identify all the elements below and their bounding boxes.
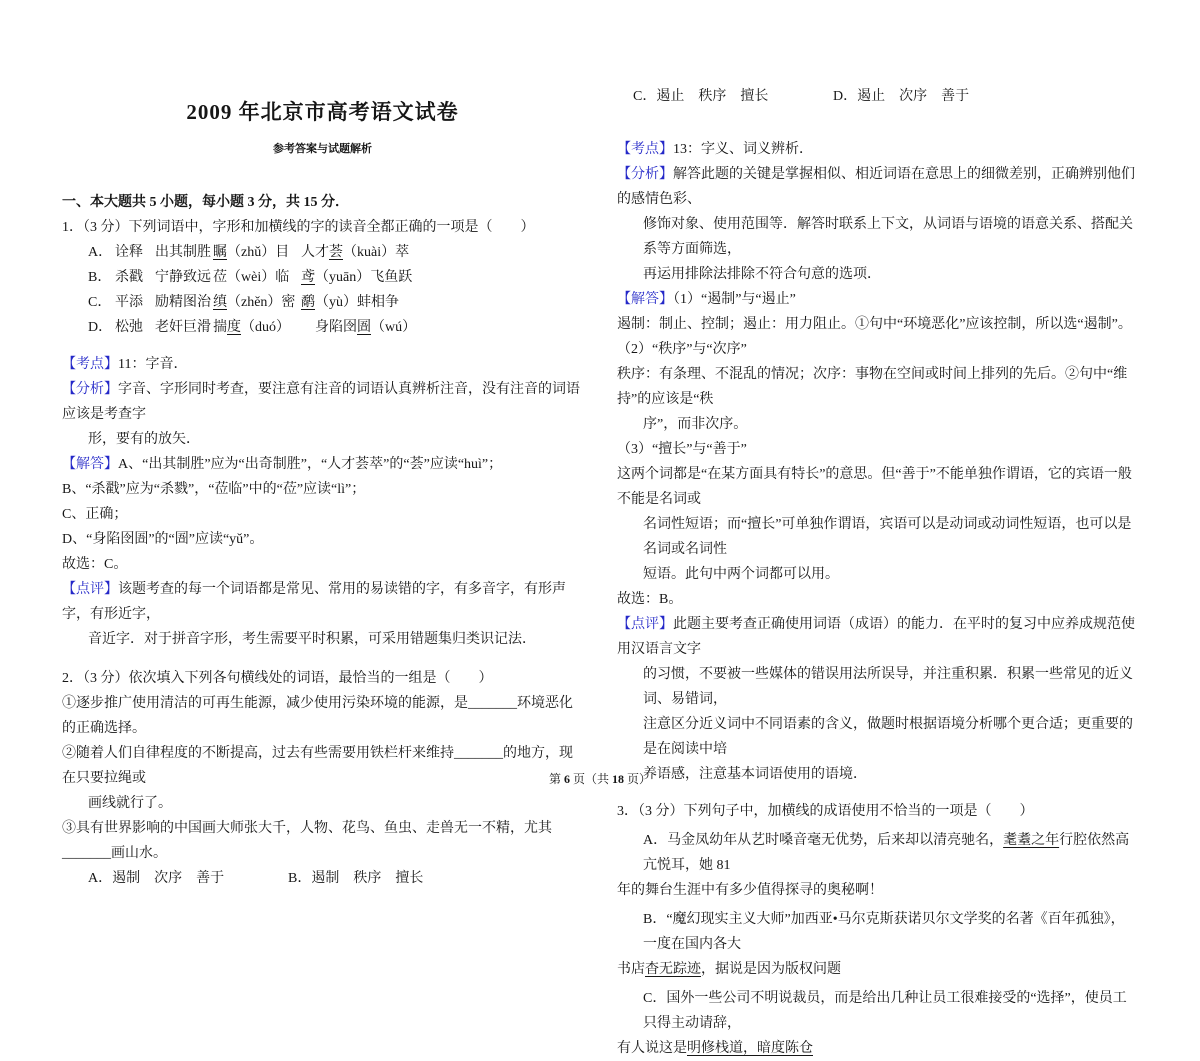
option-cell [115,290,155,315]
text-segment: 11：字音． [118,357,188,372]
section-label: 【解答】 [62,457,118,472]
text-line [617,412,1138,437]
text-segment: 2．（3 分）依次填入下列各句横线处的词语，最恰当的一组是（ ） [62,671,493,686]
text-segment: 有人说这是 [617,1041,687,1056]
underlined-text: 鸢 [301,270,315,285]
text-segment: 养语感，注意基本词语使用的语境． [643,767,867,782]
q1-option-c [62,290,583,315]
footer-total-pages: 18 [612,772,624,786]
text-segment: C、正确； [62,507,128,522]
text-segment: （yù）蚌相争 [315,295,399,310]
text-segment: 3．（3 分）下列句子中，加横线的成语使用不恰当的一项是（ ） [617,804,1034,819]
text-segment: ①逐步推广使用清洁的可再生能源，减少使用污染环境的能源，是_______环境恶化的正确选择。 [62,696,573,736]
q3-option-c [617,986,1138,1036]
text-line [617,337,1138,362]
option-cell [213,265,301,290]
footer-page-number: 6 [563,772,570,786]
text-line [617,957,1138,982]
text-segment: 的习惯，不要被一些媒体的错误用法所误导，并注重积累．积累一些常见的近义词、易错词， [643,667,1133,707]
page-subtitle: 参考答案与试题解析 [273,143,372,155]
q1-option-b [62,265,583,290]
text-segment: B．“魔幻现实主义大师”加西亚•马尔克斯获诺贝尔文学奖的名著《百年孤独》，一度在国内各大 [643,912,1125,952]
text-segment: B． [88,270,112,285]
text-line [62,427,583,452]
right-column-content [617,84,1138,1061]
text-segment: （1）“遏制”与“遏止” [673,292,796,307]
q2-jieda [617,287,1138,312]
text-segment: 莅（wèi）临 [213,270,290,285]
text-segment: A、“出其制胜”应为“出奇制胜”，“人才荟萃”的“荟”应读“huì”； [118,457,503,472]
text-segment: C．遏止 秩序 擅长 [633,89,769,104]
section-label: 【解答】 [617,292,673,307]
text-segment: （zhěn）密 [227,295,296,310]
option-cell [88,290,115,315]
q2-options-ab [62,866,583,891]
underlined-text: 荟 [329,245,343,260]
text-segment: （kuài）萃 [343,245,410,260]
text-segment: 形，要有的放矢． [88,432,200,447]
text-line [62,502,583,527]
option-cell [88,315,115,340]
text-segment: 平添 [115,295,143,310]
text-segment: 画线就行了。 [88,796,172,811]
text-segment: 再运用排除法排除不符合句意的选项． [643,267,881,282]
q3-option-b [617,907,1138,957]
text-segment: D、“身陷囹圄”的“圄”应读“yǔ”。 [62,532,264,547]
text-segment: （3）“擅长”与“善于” [617,442,747,457]
text-segment: B、“杀戳”应为“杀戮”，“莅临”中的“莅”应读“lì”； [62,482,366,497]
section-label: 【点评】 [62,582,118,597]
text-segment: 名词性短语；而“擅长”可单独作谓语，宾语可以是动词或动词性短语，也可以是名词或名词性 [643,517,1132,557]
question-2-stem [62,666,583,691]
section-label: 【分析】 [62,382,118,397]
text-segment: 老奸巨滑 [155,320,211,335]
text-segment: 这两个词都是“在某方面具有特长”的意思。但“善于”不能单独作谓语，它的宾语一般不能是名词或 [617,467,1132,507]
text-line [617,712,1138,762]
text-segment: 字音、字形同时考查，要注意有注音的词语认真辨析注音，没有注音的词语应该是考查字 [62,382,580,422]
text-segment: C．国外一些公司不明说裁员，而是给出几种让员工很难接受的“选择”，使员工只得主动请辞， [643,991,1127,1031]
option-cell [213,290,301,315]
option-cell [155,290,213,315]
text-segment: 序”，而非次序。 [643,417,748,432]
text-segment: ②随着人们自律程度的不断提高，过去有些需要用铁栏杆来维持_______的地方，现在只要拉绳或 [62,746,573,786]
text-line [62,527,583,552]
text-segment: D．遏止 次序 善于 [833,89,970,104]
text-segment: 揣 [213,320,227,335]
q2-dianping [617,612,1138,662]
text-segment: 故选：B。 [617,592,683,607]
q1-option-d [62,315,583,340]
text-segment: （wú） [371,320,417,335]
text-segment: 励精图治 [155,295,211,310]
text-line [62,691,583,741]
section-label: 【考点】 [62,357,118,372]
text-line [62,552,583,577]
question-3-stem [617,799,1138,824]
section-label: 【考点】 [617,142,673,157]
underlined-text: 度 [227,320,241,335]
option-cell [155,315,213,340]
q2-options-cd [617,84,1138,109]
option-cell [115,315,155,340]
text-segment: 音近字．对于拼音字形，考生需要平时积累，可采用错题集归类识记法． [88,632,536,647]
underlined-text: 鹬 [301,295,315,310]
footer-text: 第 [548,772,564,786]
text-line [62,791,583,816]
text-segment: 年的舞台生涯中有多少值得探寻的奥秘啊！ [617,883,883,898]
q3-option-a [617,828,1138,878]
question-1-stem [62,215,583,240]
text-segment: D． [88,320,113,335]
text-line [62,477,583,502]
right-column [617,0,1138,1061]
text-segment: A．马金凤幼年从艺时嗓音毫无优势，后来却以清亮驰名， [643,833,1004,848]
text-segment: （yuān）飞鱼跃 [315,270,413,285]
underlined-text: 瞩 [213,245,227,260]
underlined-text: 杳无踪迹 [645,962,701,977]
option-cell [155,265,213,290]
text-line [617,362,1138,412]
text-segment: 短语。此句中两个词都可以用。 [643,567,839,582]
text-segment: 宁静致远 [155,270,211,285]
text-segment: B．遏制 秩序 擅长 [288,871,424,886]
option-cell [301,265,583,290]
section-heading [62,190,583,215]
text-segment: （duó） [241,320,290,335]
text-segment: 身陷囹 [301,320,357,335]
text-line [617,1036,1138,1061]
text-segment: 该题考查的每一个词语都是常见、常用的易读错的字，有多音字，有形声字，有形近字， [62,582,566,622]
text-segment: 行腔依然高亢悦耳，她 81 [643,833,1130,873]
text-line [617,662,1138,712]
text-line [62,816,583,866]
text-segment: 诠释 [115,245,143,260]
text-line [617,437,1138,462]
text-line [617,562,1138,587]
option-cell [301,290,583,315]
q1-option-a [62,240,583,265]
text-line [617,512,1138,562]
text-segment: 人才 [301,245,329,260]
text-line [617,878,1138,903]
option-cell [213,240,301,265]
q2-kaodian [617,137,1138,162]
option-cell [115,240,155,265]
text-segment: 注意区分近义词中不同语素的含义，做题时根据语境分析哪个更合适；更重要的是在阅读中培 [643,717,1133,757]
underlined-text: 缜 [213,295,227,310]
text-segment: 出其制胜 [155,245,211,260]
text-segment: 杀戳 [115,270,143,285]
option-cell [301,240,583,265]
option-cell [213,315,301,340]
text-segment: 书店 [617,962,645,977]
option-cell [115,265,155,290]
underlined-text: 圄 [357,320,371,335]
text-line [617,462,1138,512]
text-segment: ，据说是因为版权问题 [701,962,841,977]
underlined-text: 明修栈道，暗度陈仓 [687,1041,813,1056]
footer-text: 页（共 [569,772,612,786]
text-segment: 故选：C。 [62,557,128,572]
text-line [62,627,583,652]
text-segment: 1．（3 分）下列词语中，字形和加横线的字的读音全都正确的一项是（ ） [62,220,535,235]
text-segment: A．遏制 次序 善于 [88,871,225,886]
text-segment: 遏制：制止、控制；遏止：用力阻止。①句中“环境恶化”应该控制，所以选“遏制”。 [617,317,1132,332]
page-footer [0,770,1200,787]
text-segment: 修饰对象、使用范围等．解答时联系上下文，从词语与语境的语意关系、搭配关系等方面筛选， [643,217,1133,257]
q1-jieda [62,452,583,477]
text-segment: 解答此题的关键是掌握相似、相近词语在意思上的细微差别，正确辨别他们的感情色彩、 [617,167,1135,207]
option-cell [301,315,583,340]
text-segment: （zhǔ）目 [227,245,290,260]
option-cell [88,240,115,265]
text-segment: A． [88,245,113,260]
text-segment: 一、本大题共 5 小题，每小题 3 分，共 15 分． [62,195,349,210]
section-label: 【分析】 [617,167,673,182]
left-column [62,0,583,891]
q1-fenxi [62,377,583,427]
q1-dianping [62,577,583,627]
option-cell [155,240,213,265]
q2-fenxi [617,162,1138,212]
q1-kaodian [62,352,583,377]
text-line [617,587,1138,612]
text-line [617,212,1138,262]
text-line [617,312,1138,337]
text-segment: C． [88,295,112,310]
underlined-text: 耄耋之年 [1003,833,1060,848]
footer-text: 页） [624,772,652,786]
text-segment: 松弛 [115,320,143,335]
option-cell [88,265,115,290]
section-label: 【点评】 [617,617,673,632]
text-segment: 秩序：有条理、不混乱的情况；次序：事物在空间或时间上排列的先后。②句中“维持”的应该是“秩 [617,367,1128,407]
text-segment: 此题主要考查正确使用词语（成语）的能力．在平时的复习中应养成规范使用汉语言文字 [617,617,1135,657]
text-segment: ③具有世界影响的中国画大师张大千，人物、花鸟、鱼虫、走兽无一不精，尤其_______画山水。 [62,821,552,861]
text-segment: 13：字义、词义辨析． [673,142,813,157]
text-line [617,262,1138,287]
text-segment: （2）“秩序”与“次序” [617,342,747,357]
page-title: 2009 年北京市高考语文试卷 [186,100,459,124]
